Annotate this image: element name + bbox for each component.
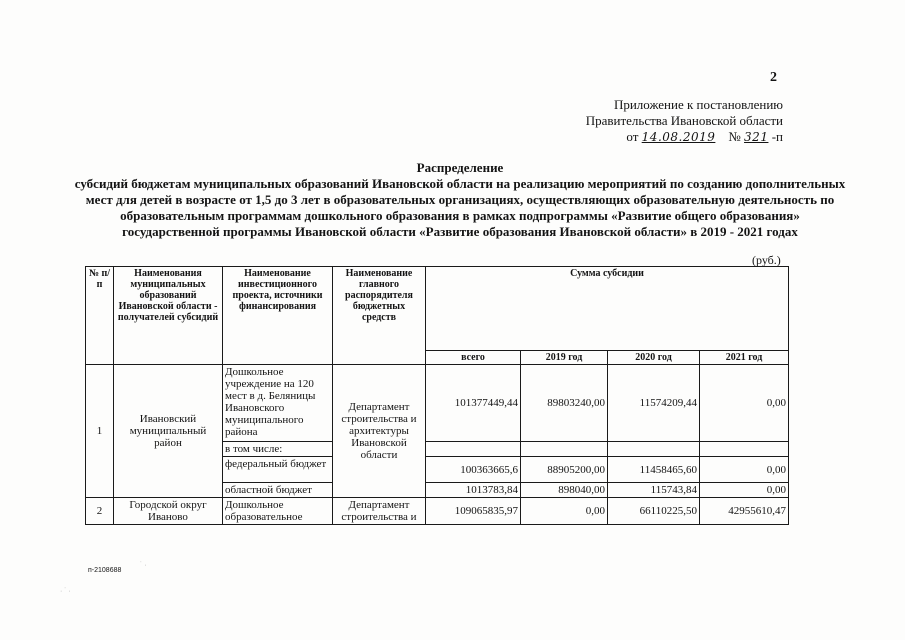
row2-num: 2 (86, 498, 114, 525)
header-2021: 2021 год (700, 351, 789, 365)
row1-total: 101377449,44 (426, 365, 521, 442)
title-body: субсидий бюджетам муниципальных образований Ивановской области на реализацию мероприятий по созданию дополнительных мест для детей в возрасте от 1,5 до 3 лет в образовательных организациях, осуществляющих образовательную деятельность по образовательным программам дошкольного образования в рамках подпрограммы «Развитие общего образования» государственной программы Ивановской области «Развитие образования Ивановской области» в 2019 - 2021 годах (74, 176, 846, 239)
row1-manager: Департамент строительства и архитектуры Ивановской области (333, 365, 426, 498)
row2-project: Дошкольное образовательное (223, 498, 333, 525)
document-code: п-2108688 (88, 567, 122, 574)
row1-reg-2020: 115743,84 (608, 483, 700, 498)
row2-manager: Департамент строительства и (333, 498, 426, 525)
table-row (86, 498, 789, 525)
row1-2019: 89803240,00 (521, 365, 608, 442)
subsidy-table (85, 266, 789, 525)
row1-2021: 0,00 (700, 365, 789, 442)
appendix-line-1: Приложение к постановлению (613, 97, 783, 112)
row1-fed-label: федеральный бюджет (223, 457, 333, 483)
row1-num: 1 (86, 365, 114, 498)
appendix-line-2: Правительства Ивановской области (585, 113, 783, 128)
header-2020: 2020 год (608, 351, 700, 365)
row1-recipient: Ивановский муниципальный район (114, 365, 223, 498)
row1-fed-2021: 0,00 (700, 457, 789, 483)
row2-2021: 42955610,47 (700, 498, 789, 525)
scan-noise: · ˙ · (60, 588, 71, 595)
row1-reg-2021: 0,00 (700, 483, 789, 498)
page-number: 2 (770, 70, 777, 85)
row1-incl-label: в том числе: (223, 442, 333, 457)
appendix-header (586, 97, 783, 145)
table-row (86, 365, 789, 442)
title-heading: Распределение (416, 160, 504, 175)
number-label: № (728, 129, 741, 144)
row2-recipient: Городской округ Иваново (114, 498, 223, 525)
row2-total: 109065835,97 (426, 498, 521, 525)
header-2019: 2019 год (521, 351, 608, 365)
row1-reg-total: 1013783,84 (426, 483, 521, 498)
handwritten-date: 14.08.2019 (641, 130, 716, 144)
header-row-1 (86, 267, 789, 351)
handwritten-number: 321 (744, 130, 769, 144)
row1-fed-total: 100363665,6 (426, 457, 521, 483)
currency-unit: (руб.) (752, 253, 781, 267)
row2-2019: 0,00 (521, 498, 608, 525)
header-recipient: Наименования муниципальных образований Ивановской области - получателей субсидий (114, 267, 223, 365)
row1-project: Дошкольное учреждение на 120 мест в д. Беляницы Ивановского муниципального района (223, 365, 333, 442)
header-total: всего (426, 351, 521, 365)
scan-noise: ˙ · (140, 562, 147, 569)
row1-fed-2019: 88905200,00 (521, 457, 608, 483)
number-suffix: -п (771, 129, 783, 144)
from-label: от (626, 129, 639, 144)
row2-2020: 66110225,50 (608, 498, 700, 525)
header-sum: Сумма субсидии (426, 267, 789, 351)
header-project: Наименование инвестиционного проекта, источники финансирования (223, 267, 333, 365)
document-title (70, 160, 850, 240)
row1-fed-2020: 11458465,60 (608, 457, 700, 483)
row1-reg-label: областной бюджет (223, 483, 333, 498)
appendix-date-line (586, 129, 783, 145)
row1-2020: 11574209,44 (608, 365, 700, 442)
header-manager: Наименование главного распорядителя бюджетных средств (333, 267, 426, 365)
header-num: № п/п (86, 267, 114, 365)
row1-reg-2019: 898040,00 (521, 483, 608, 498)
